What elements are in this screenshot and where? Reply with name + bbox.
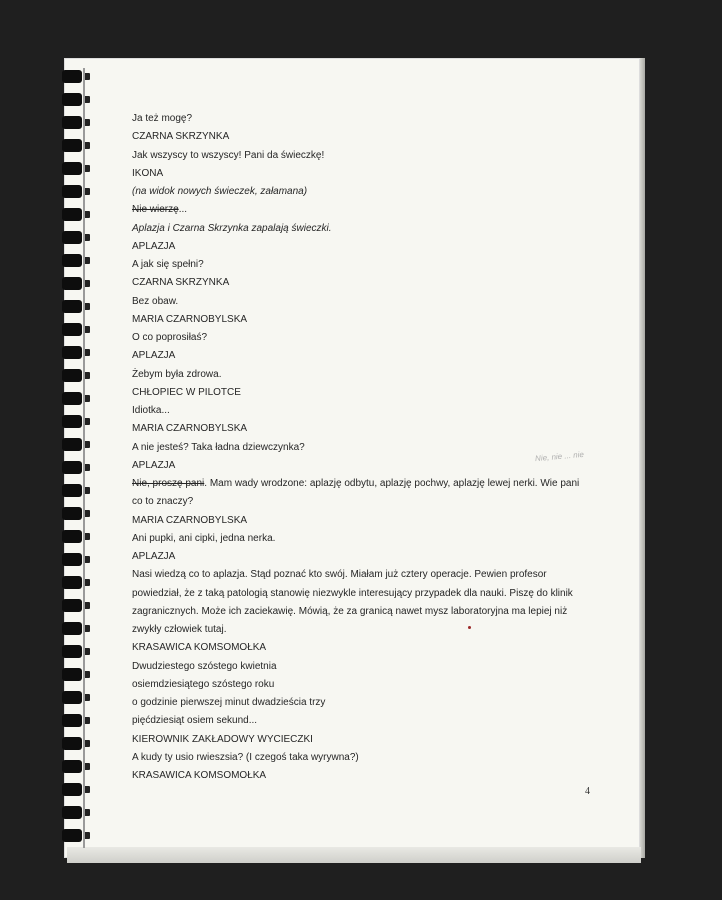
speaker-name: KRASAWICA KOMSOMOŁKA bbox=[132, 642, 267, 654]
binding-ring bbox=[62, 668, 82, 681]
red-dot-mark bbox=[468, 626, 471, 629]
binding-ring bbox=[62, 254, 82, 267]
binding-ring bbox=[62, 714, 82, 727]
binding-ring bbox=[62, 576, 82, 589]
speaker-name: APLAZJA bbox=[132, 459, 176, 471]
binding-ring bbox=[62, 139, 82, 152]
dialogue-line: Jak wszyscy to wszyscy! Pani da świeczkę! bbox=[132, 149, 325, 161]
dialogue-line: powiedział, że z taką patologią stanowię niezwykle interesujący przypadek dla nauki. Piszę do klinik bbox=[132, 587, 573, 599]
struck-text: Nie wierzę bbox=[132, 204, 179, 216]
speaker-name: CZARNA SKRZYNKA bbox=[132, 277, 230, 289]
binding-ring bbox=[62, 300, 82, 313]
stage-direction: Aplazja i Czarna Skrzynka zapalają świeczki. bbox=[132, 222, 332, 234]
dialogue-line: zwykły człowiek tutaj. bbox=[132, 624, 227, 635]
binding-ring bbox=[62, 760, 82, 773]
dialogue-line bbox=[132, 475, 617, 493]
binding-ring bbox=[62, 231, 82, 244]
binding-ring bbox=[62, 415, 82, 428]
dialogue-line: Bez obaw. bbox=[132, 295, 179, 307]
binding-ring bbox=[62, 783, 82, 796]
dialogue-line: Ja też mogę? bbox=[132, 113, 193, 124]
dialogue-line: Ani pupki, ani cipki, jedna nerka. bbox=[132, 532, 276, 544]
binding-ring bbox=[62, 461, 82, 474]
dialogue-line: A nie jesteś? Taka ładna dziewczynka? bbox=[132, 441, 305, 453]
speaker-name: MARIA CZARNOBYLSKA bbox=[132, 423, 248, 435]
dialogue-line: co to znaczy? bbox=[132, 496, 194, 508]
speaker-name: CHŁOPIEC W PILOTCE bbox=[132, 386, 241, 398]
speaker-name: APLAZJA bbox=[132, 350, 176, 362]
page-right-edge bbox=[640, 58, 645, 858]
dialogue-line: Żebym była zdrowa. bbox=[132, 368, 222, 380]
dialogue-line: Nasi wiedzą co to aplazja. Stąd poznać kto swój. Miałam już cztery operacje. Pewien profesor bbox=[132, 569, 547, 581]
binding-ring bbox=[62, 208, 82, 221]
dialogue-fragment: ... bbox=[178, 204, 188, 216]
binding-ring bbox=[62, 70, 82, 83]
dialogue-line: A jak się spełni? bbox=[132, 259, 204, 270]
binding-ring bbox=[62, 323, 82, 336]
dialogue-line: O co poprosiłaś? bbox=[132, 332, 208, 343]
speaker-name: CZARNA SKRZYNKA bbox=[132, 131, 230, 143]
speaker-name: KIEROWNIK ZAKŁADOWY WYCIECZKI bbox=[132, 733, 313, 745]
speaker-name: APLAZJA bbox=[132, 551, 176, 562]
binding-ring bbox=[62, 277, 82, 290]
binding-hole-line bbox=[83, 68, 85, 848]
verse-line: Dwudziestego szóstego kwietnia bbox=[132, 660, 277, 672]
binding-ring bbox=[62, 116, 82, 129]
script-text bbox=[132, 110, 617, 785]
binding-ring bbox=[62, 392, 82, 405]
binding-ring bbox=[62, 507, 82, 520]
dialogue-fragment: . Mam wady wrodzone: aplazję odbytu, aplazję pochwy, aplazję lewej nerki. Wie pani bbox=[204, 478, 580, 489]
binding-ring bbox=[62, 645, 82, 658]
speaker-name: MARIA CZARNOBYLSKA bbox=[132, 313, 248, 325]
binding-ring bbox=[62, 622, 82, 635]
struck-text: Nie, proszę pani bbox=[132, 478, 205, 489]
binding-ring bbox=[62, 806, 82, 819]
verse-line: osiemdziesiątego szóstego roku bbox=[132, 678, 275, 690]
binding-ring bbox=[62, 93, 82, 106]
binding-ring bbox=[62, 185, 82, 198]
speaker-name: MARIA CZARNOBYLSKA bbox=[132, 514, 248, 526]
speaker-name: IKONA bbox=[132, 167, 164, 179]
page-number: 4 bbox=[585, 786, 590, 797]
dialogue-line bbox=[132, 201, 617, 219]
binding-ring bbox=[62, 553, 82, 566]
binding-ring bbox=[62, 438, 82, 451]
binding-ring bbox=[62, 599, 82, 612]
binding-ring bbox=[62, 369, 82, 382]
dialogue-line: Idiotka... bbox=[132, 405, 170, 416]
binding-ring bbox=[62, 162, 82, 175]
binding-ring bbox=[62, 530, 82, 543]
dialogue-line: zagranicznych. Może ich zaciekawię. Mówią, że za granicą nawet mysz laboratoryjna ma lepiej niż bbox=[132, 605, 568, 617]
stage-direction: (na widok nowych świeczek, załamana) bbox=[132, 186, 308, 197]
binding-ring bbox=[62, 737, 82, 750]
dialogue-line: A kudy ty usio rwieszsia? (I czegoś taka wyrywna?) bbox=[132, 751, 359, 763]
verse-line: pięćdziesiąt osiem sekund... bbox=[132, 715, 258, 727]
speaker-name: APLAZJA bbox=[132, 240, 176, 252]
binding-ring bbox=[62, 829, 82, 842]
binding-ring bbox=[62, 691, 82, 704]
binding-ring bbox=[62, 346, 82, 359]
speaker-name: KRASAWICA KOMSOMOŁKA bbox=[132, 770, 267, 781]
binding-ring bbox=[62, 484, 82, 497]
spiral-binding bbox=[54, 62, 92, 852]
pencil-annotation: Nie, nie ... nie bbox=[534, 449, 585, 464]
page-bottom-edge bbox=[67, 847, 641, 863]
verse-line: o godzinie pierwszej minut dwadzieścia trzy bbox=[132, 697, 326, 708]
